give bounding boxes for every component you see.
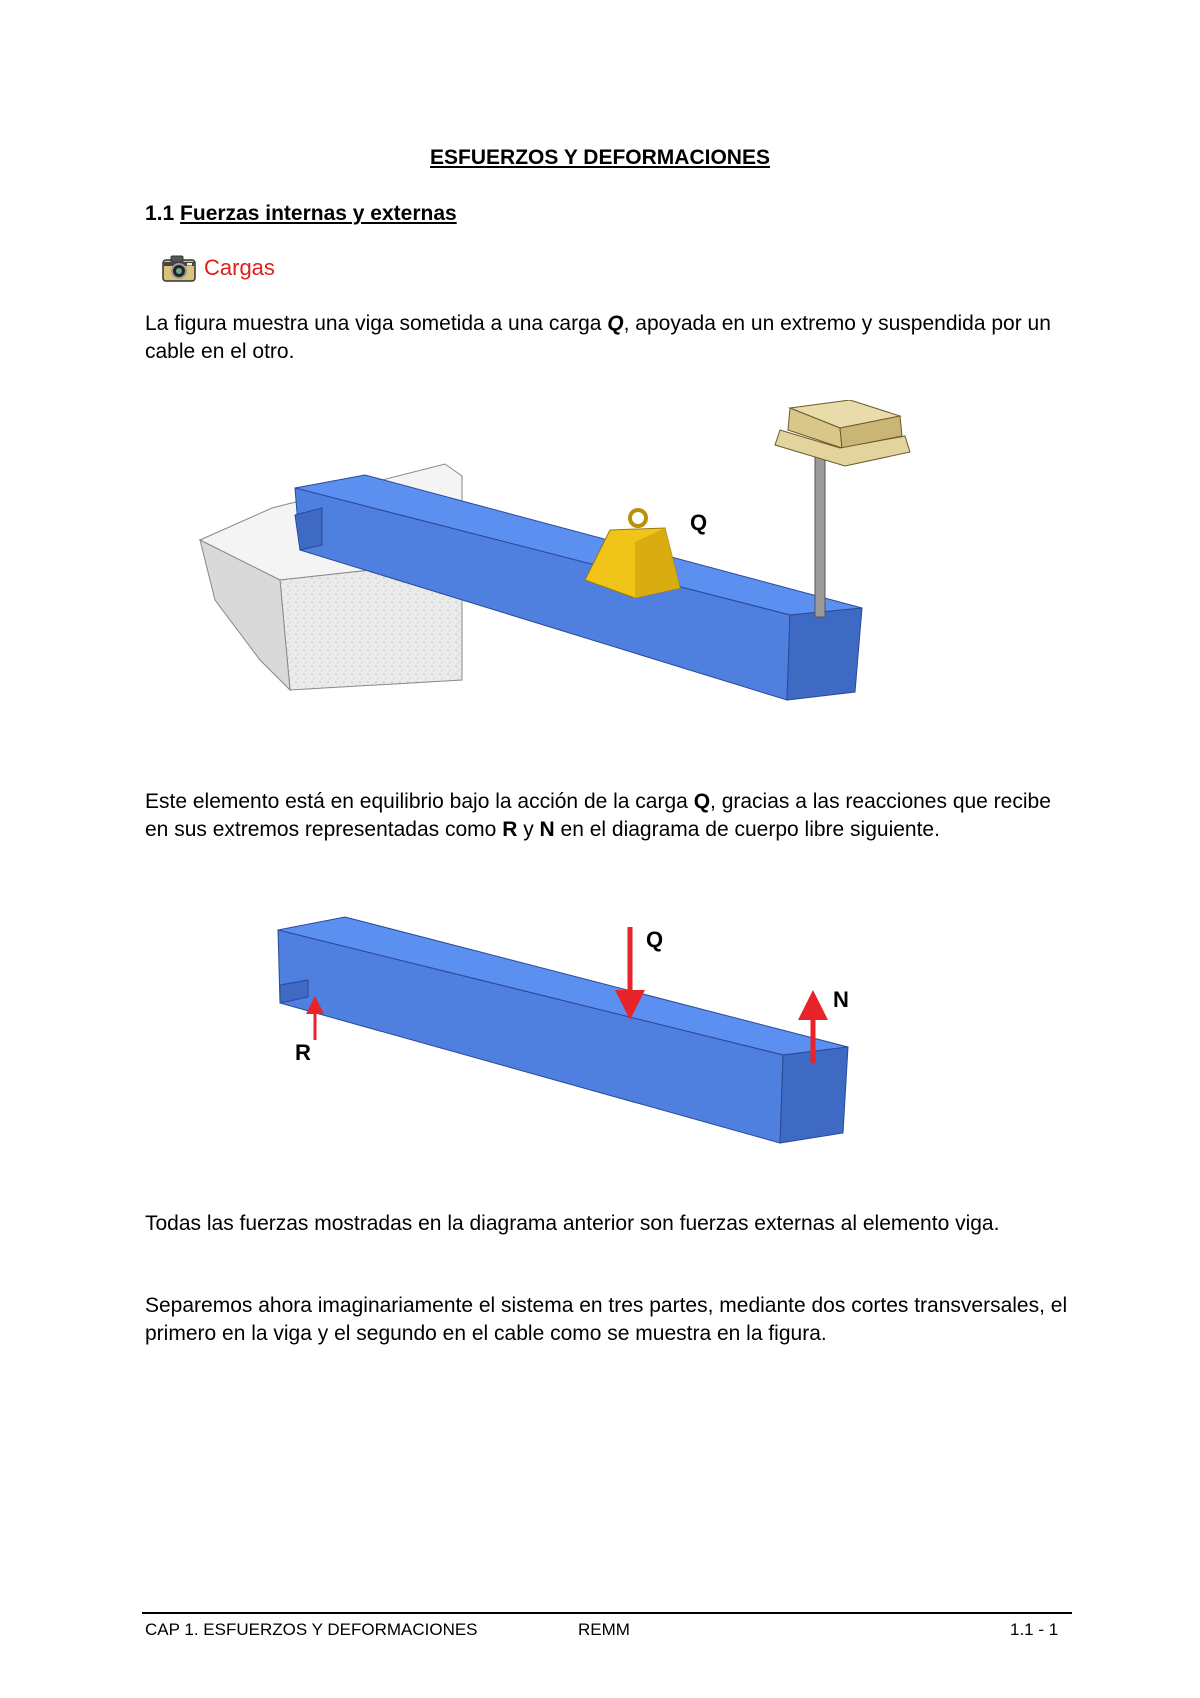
- load-label-q: Q: [690, 510, 708, 535]
- force-label-r: R: [295, 1040, 311, 1065]
- footer-page-number: 1.1 - 1: [1010, 1620, 1059, 1639]
- cable: [815, 455, 825, 617]
- cargas-link-label[interactable]: Cargas: [204, 255, 275, 280]
- wood-anchor: [775, 400, 910, 466]
- load-weight: [585, 510, 680, 598]
- footer-chapter: CAP 1. ESFUERZOS Y DEFORMACIONES: [145, 1620, 478, 1639]
- footer-author: REMM: [578, 1620, 630, 1639]
- paragraph-1: La figura muestra una viga sometida a una carga Q, apoyada en un extremo y suspendida por un cable en el otro.: [145, 312, 1051, 363]
- figure-beam-with-load: [190, 400, 950, 720]
- paragraph-2: Este elemento está en equilibrio bajo la acción de la carga Q, gracias a las reacciones que recibe en sus extremos representadas como R y N en el diagrama de cuerpo libre siguiente.: [145, 790, 1051, 841]
- force-label-q: Q: [646, 927, 664, 952]
- page-title: ESFUERZOS Y DEFORMACIONES: [430, 146, 770, 169]
- figure-free-body-diagram: [250, 905, 890, 1145]
- section-title: Fuerzas internas y externas: [180, 202, 457, 225]
- paragraph-4: Separemos ahora imaginariamente el sistema en tres partes, mediante dos cortes transversales, el primero en la viga y el segundo en el cable como se muestra en la figura.: [145, 1294, 1068, 1345]
- cargas-link[interactable]: [162, 254, 275, 282]
- camera-icon: [162, 254, 196, 282]
- beam: [278, 917, 848, 1143]
- force-label-n: N: [833, 987, 849, 1012]
- paragraph-3: Todas las fuerzas mostradas en la diagrama anterior son fuerzas externas al elemento viga.: [145, 1212, 1000, 1235]
- footer-rule: [142, 1612, 1072, 1614]
- section-number: 1.1: [145, 202, 175, 225]
- section-heading: [145, 202, 457, 226]
